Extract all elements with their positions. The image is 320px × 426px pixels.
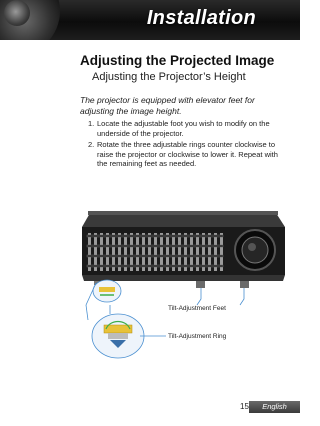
- steps-list: [80, 119, 285, 171]
- projector-illustration: [80, 205, 300, 385]
- list-item: [80, 140, 285, 169]
- section-title: Adjusting the Projected Image: [80, 53, 275, 68]
- intro-text: The projector is equipped with elevator feet for adjusting the image height.: [80, 95, 255, 116]
- tilt-ring-label: Tilt-Adjustment Ring: [168, 333, 227, 340]
- header-title: Installation: [146, 7, 256, 29]
- header-banner: [0, 0, 300, 40]
- adjustable-foot: [196, 281, 205, 288]
- step-number: 1.: [88, 119, 95, 128]
- language-badge: English: [249, 401, 300, 413]
- projector-top: [82, 213, 285, 227]
- adjustable-foot: [240, 281, 249, 288]
- subsection-title: Adjusting the Projector’s Height: [92, 71, 246, 83]
- projector-figure: [80, 205, 300, 385]
- lens-graphic: [0, 0, 60, 40]
- step-text: Locate the adjustable foot you wish to modify on the underside of the projector.: [97, 119, 270, 138]
- step-number: 2.: [88, 140, 95, 149]
- page-number: 15: [240, 402, 249, 411]
- tilt-feet-label: Tilt-Adjustment Feet: [168, 305, 226, 312]
- step-text: Rotate the three adjustable rings counter clockwise to raise the projector or clockwise to lower it. Repeat with the remaining feet as needed.: [97, 140, 278, 168]
- list-item: [80, 119, 285, 138]
